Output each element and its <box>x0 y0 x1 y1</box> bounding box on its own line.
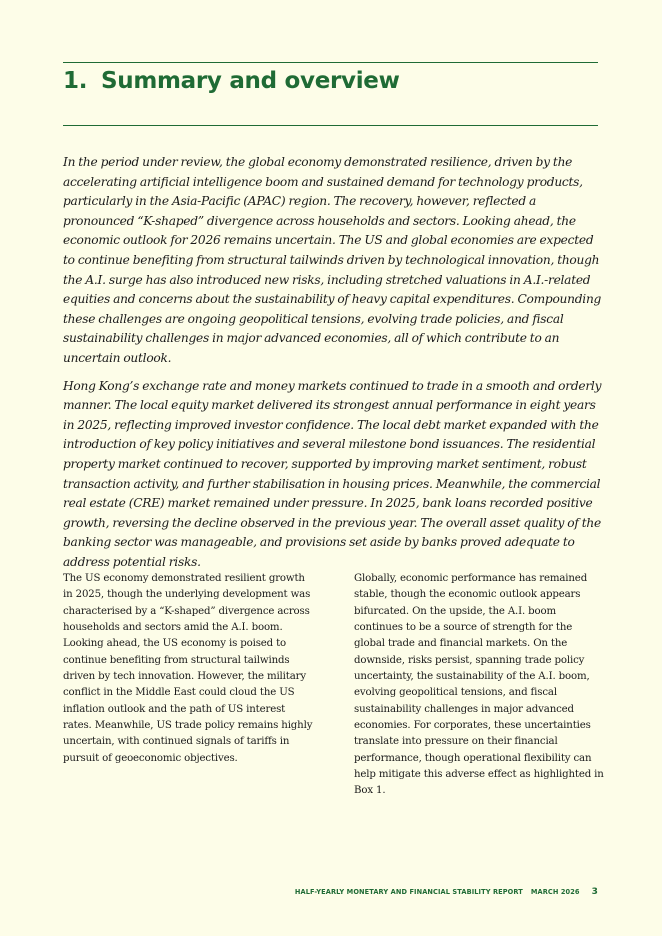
title-bottom-rule <box>63 125 598 126</box>
footer-report-title: HALF-YEARLY MONETARY AND FINANCIAL STABILITY REPORT <box>294 888 523 896</box>
section-title-text: Summary and overview <box>101 68 400 94</box>
left-column-text: The US economy demonstrated resilient growth in 2025, though the underlying development was characterised by a “K-shaped” divergence across households and sectors amid the A.I. boom. Looking ahead, the US economy is poised to continue benefiting from structural tailwinds driven by tech innovation. However, the military conflict in the Middle East could cloud the US inflation outlook and the path of US interest rates. Meanwhile, US trade policy remains highly uncertain, with continued signals of tariffs in pursuit of geoeconomic objectives. <box>63 573 313 764</box>
title-top-rule <box>63 62 598 63</box>
intro-paragraph-hong-kong: Hong Kong’s exchange rate and money markets continued to trade in a smooth and orderly manner. The local equity market delivered its strongest annual performance in eight years in 2025, reflecting improved investor confidence. The local debt market expanded with the introduction of key policy initiatives and several milestone bond issuances. The residential property market continued to recover, supported by improving market sentiment, robust transaction activity, and further stabilisation in housing prices. Meanwhile, the commercial real estate (CRE) market remained under pressure. In 2025, bank loans recorded positive growth, reversing the decline observed in the previous year. The overall asset quality of the banking sector was manageable, and provisions set aside by banks proved adequate to address potential risks. <box>63 378 602 569</box>
right-column-text: Globally, economic performance has remained stable, though the economic outlook appears bifurcated. On the upside, the A.I. boom continues to be a source of strength for the global trade and financial markets. On the downside, risks persist, spanning trade policy uncertainty, the sustainability of the A.I. boom, evolving geopolitical tensions, and fiscal sustainability challenges in major advanced economies. For corporates, these uncertainties translate into pressure on their financial performance, though operational flexibility can help mitigate this adverse effect as highlighted in Box 1. <box>354 573 604 797</box>
page-footer <box>295 887 598 897</box>
page-number: 3 <box>591 887 598 897</box>
intro-paragraph-global: In the period under review, the global economy demonstrated resilience, driven by the accelerating artificial intelligence boom and sustained demand for technology products, particularly in the Asia-Pacific (APAC) region. The recovery, however, reflected a pronounced “K-shaped” divergence across households and sectors. Looking ahead, the economic outlook for 2026 remains uncertain. The US and global economies are expected to continue benefiting from structural tailwinds driven by technological innovation, though the A.I. surge has also introduced new risks, including stretched valuations in A.I.-related equities and concerns about the sustainability of heavy capital expenditures. Compounding these challenges are ongoing geopolitical tensions, evolving trade policies, and fiscal sustainability challenges in major advanced economies, all of which contribute to an uncertain outlook. <box>63 155 602 365</box>
left-column <box>63 571 313 767</box>
section-title <box>63 68 400 94</box>
section-number: 1. <box>63 68 88 94</box>
right-column <box>354 571 604 800</box>
intro-summary <box>63 153 608 580</box>
footer-date: MARCH 2026 <box>530 888 580 896</box>
